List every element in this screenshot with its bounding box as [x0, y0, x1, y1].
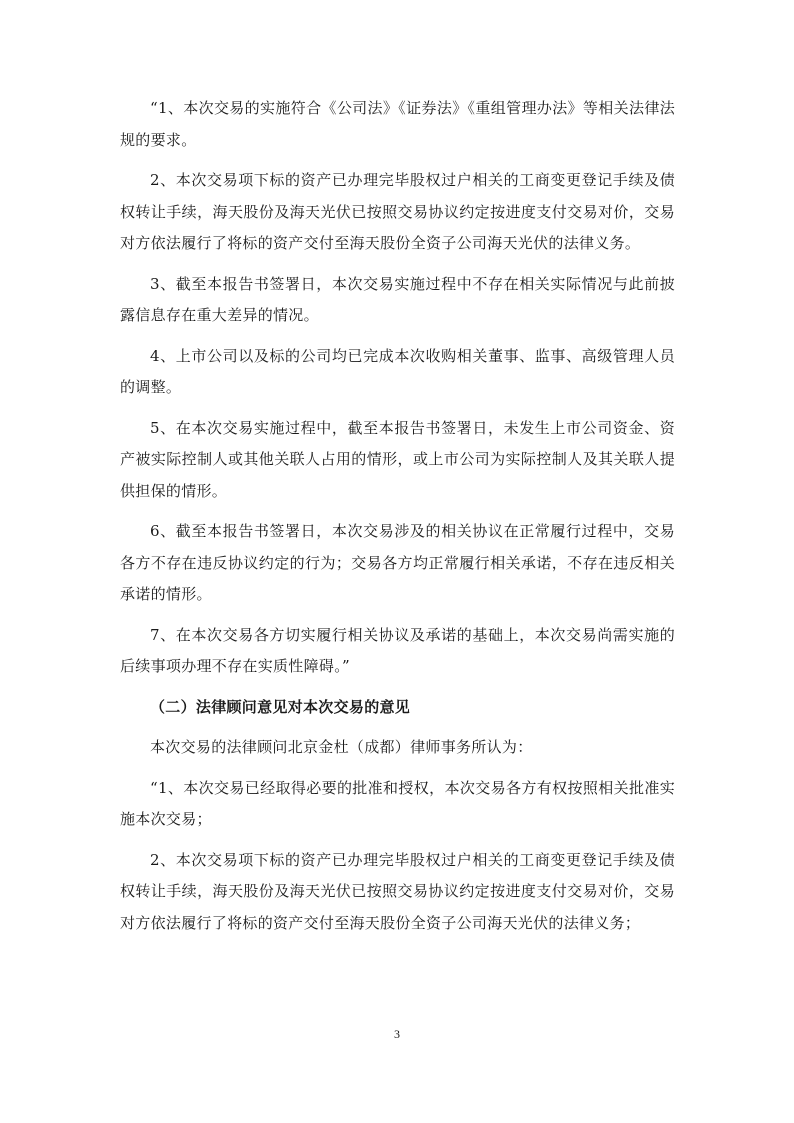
paragraph-opinion-7: 7、在本次交易各方切实履行相关协议及承诺的基础上，本次交易尚需实施的后续事项办理不存在实质性障碍。” — [120, 625, 675, 675]
paragraph-legal-2: 2、本次交易项下标的资产已办理完毕股权过户相关的工商变更登记手续及债权转让手续，海天股份及海天光伏已按照交易协议约定按进度支付交易对价，交易对方依法履行了将标的资产交付至海天股份全资子公司海天光伏的法律义务； — [120, 850, 675, 932]
paragraph-opinion-1: “1、本次交易的实施符合《公司法》《证券法》《重组管理办法》等相关法律法规的要求。 — [120, 99, 675, 149]
document-body — [120, 93, 675, 939]
paragraph-opinion-2: 2、本次交易项下标的资产已办理完毕股权过户相关的工商变更登记手续及债权转让手续，海天股份及海天光伏已按照交易协议约定按进度支付交易对价，交易对方依法履行了将标的资产交付至海天股份全资子公司海天光伏的法律义务。 — [120, 171, 675, 252]
paragraph-legal-1: “1、本次交易已经取得必要的批准和授权，本次交易各方有权按照相关批准实施本次交易； — [120, 778, 675, 828]
page-number: 3 — [394, 1027, 400, 1041]
paragraph-opinion-4: 4、上市公司以及标的公司均已完成本次收购相关董事、监事、高级管理人员的调整。 — [120, 346, 675, 396]
paragraph-legal-intro: 本次交易的法律顾问北京金杜（成都）律师事务所认为： — [150, 738, 533, 756]
paragraph-opinion-6: 6、截至本报告书签署日，本次交易涉及的相关协议在正常履行过程中，交易各方不存在违反协议约定的行为；交易各方均正常履行相关承诺，不存在违反相关承诺的情形。 — [120, 522, 675, 603]
paragraph-opinion-5: 5、在本次交易实施过程中，截至本报告书签署日，未发生上市公司资金、资产被实际控制人或其他关联人占用的情形，或上市公司为实际控制人及其关联人提供担保的情形。 — [120, 418, 675, 500]
paragraph-opinion-3: 3、截至本报告书签署日，本次交易实施过程中不存在相关实际情况与此前披露信息存在重大差异的情况。 — [120, 274, 675, 324]
section-heading-legal-advisor: （二）法律顾问意见对本次交易的意见 — [150, 697, 411, 716]
